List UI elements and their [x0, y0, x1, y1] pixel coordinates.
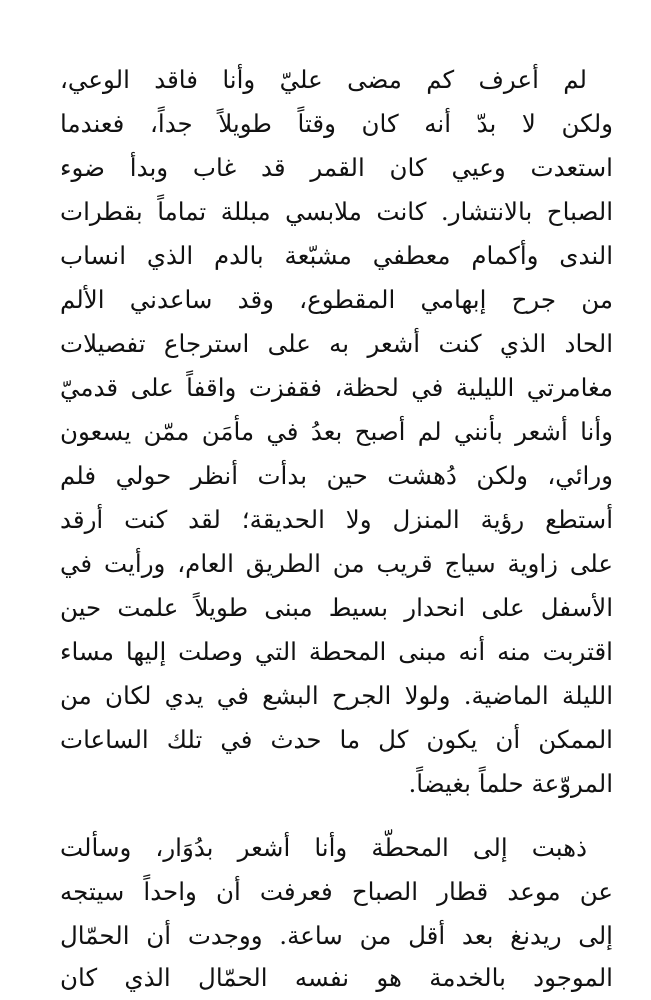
text-line: الموجود بالخدمة هو نفسه الحمّال الذي كان — [60, 963, 613, 992]
text-line: من جرح إبهامي المقطوع، وقد ساعدني الألم — [60, 285, 613, 314]
text-line: عن موعد قطار الصباح فعرفت أن واحداً سيتجه — [60, 877, 613, 906]
text-line: على زاوية سياج قريب من الطريق العام، ورأيت في — [60, 549, 613, 578]
text-line: وأنا أشعر بأنني لم أصبح بعدُ في مأمَن ممّن يسعون — [60, 417, 613, 446]
text-line: اقتربت منه أنه مبنى المحطة التي وصلت إليها مساء — [60, 637, 613, 666]
text-line: مغامرتي الليلية في لحظة، فقفزت واقفاً على قدميّ — [60, 373, 613, 402]
text-line: المروّعة حلماً بغيضاً. — [408, 769, 613, 798]
text-line: الندى وأكمام معطفي مشبّعة بالدم الذي انساب — [60, 241, 613, 270]
text-line: الصباح بالانتشار. كانت ملابسي مبللة تماماً بقطرات — [60, 197, 613, 226]
text-line: ورائي، ولكن دُهشت حين بدأت أنظر حولي فلم — [60, 461, 613, 490]
text-line: ولكن لا بدّ أنه كان وقتاً طويلاً جداً، فعندما — [60, 109, 613, 138]
text-line: الليلة الماضية. ولولا الجرح البشع في يدي لكان من — [60, 681, 613, 710]
text-line: ذهبت إلى المحطّة وأنا أشعر بدُوَار، وسألت — [60, 833, 587, 862]
text-line: لم أعرف كم مضى عليّ وأنا فاقد الوعي، — [60, 65, 587, 94]
text-line: إلى ريدنغ بعد أقل من ساعة. ووجدت أن الحمّال — [60, 921, 613, 950]
text-line: الممكن أن يكون كل ما حدث في تلك الساعات — [60, 725, 613, 754]
text-line: استعدت وعيي كان القمر قد غاب وبدأ ضوء — [60, 153, 613, 182]
text-line: الأسفل على انحدار بسيط مبنى طويلاً علمت حين — [60, 593, 613, 622]
text-line: الحاد الذي كنت أشعر به على استرجاع تفصيلات — [60, 329, 613, 358]
text-line: أستطع رؤية المنزل ولا الحديقة؛ لقد كنت أرقد — [60, 505, 613, 534]
